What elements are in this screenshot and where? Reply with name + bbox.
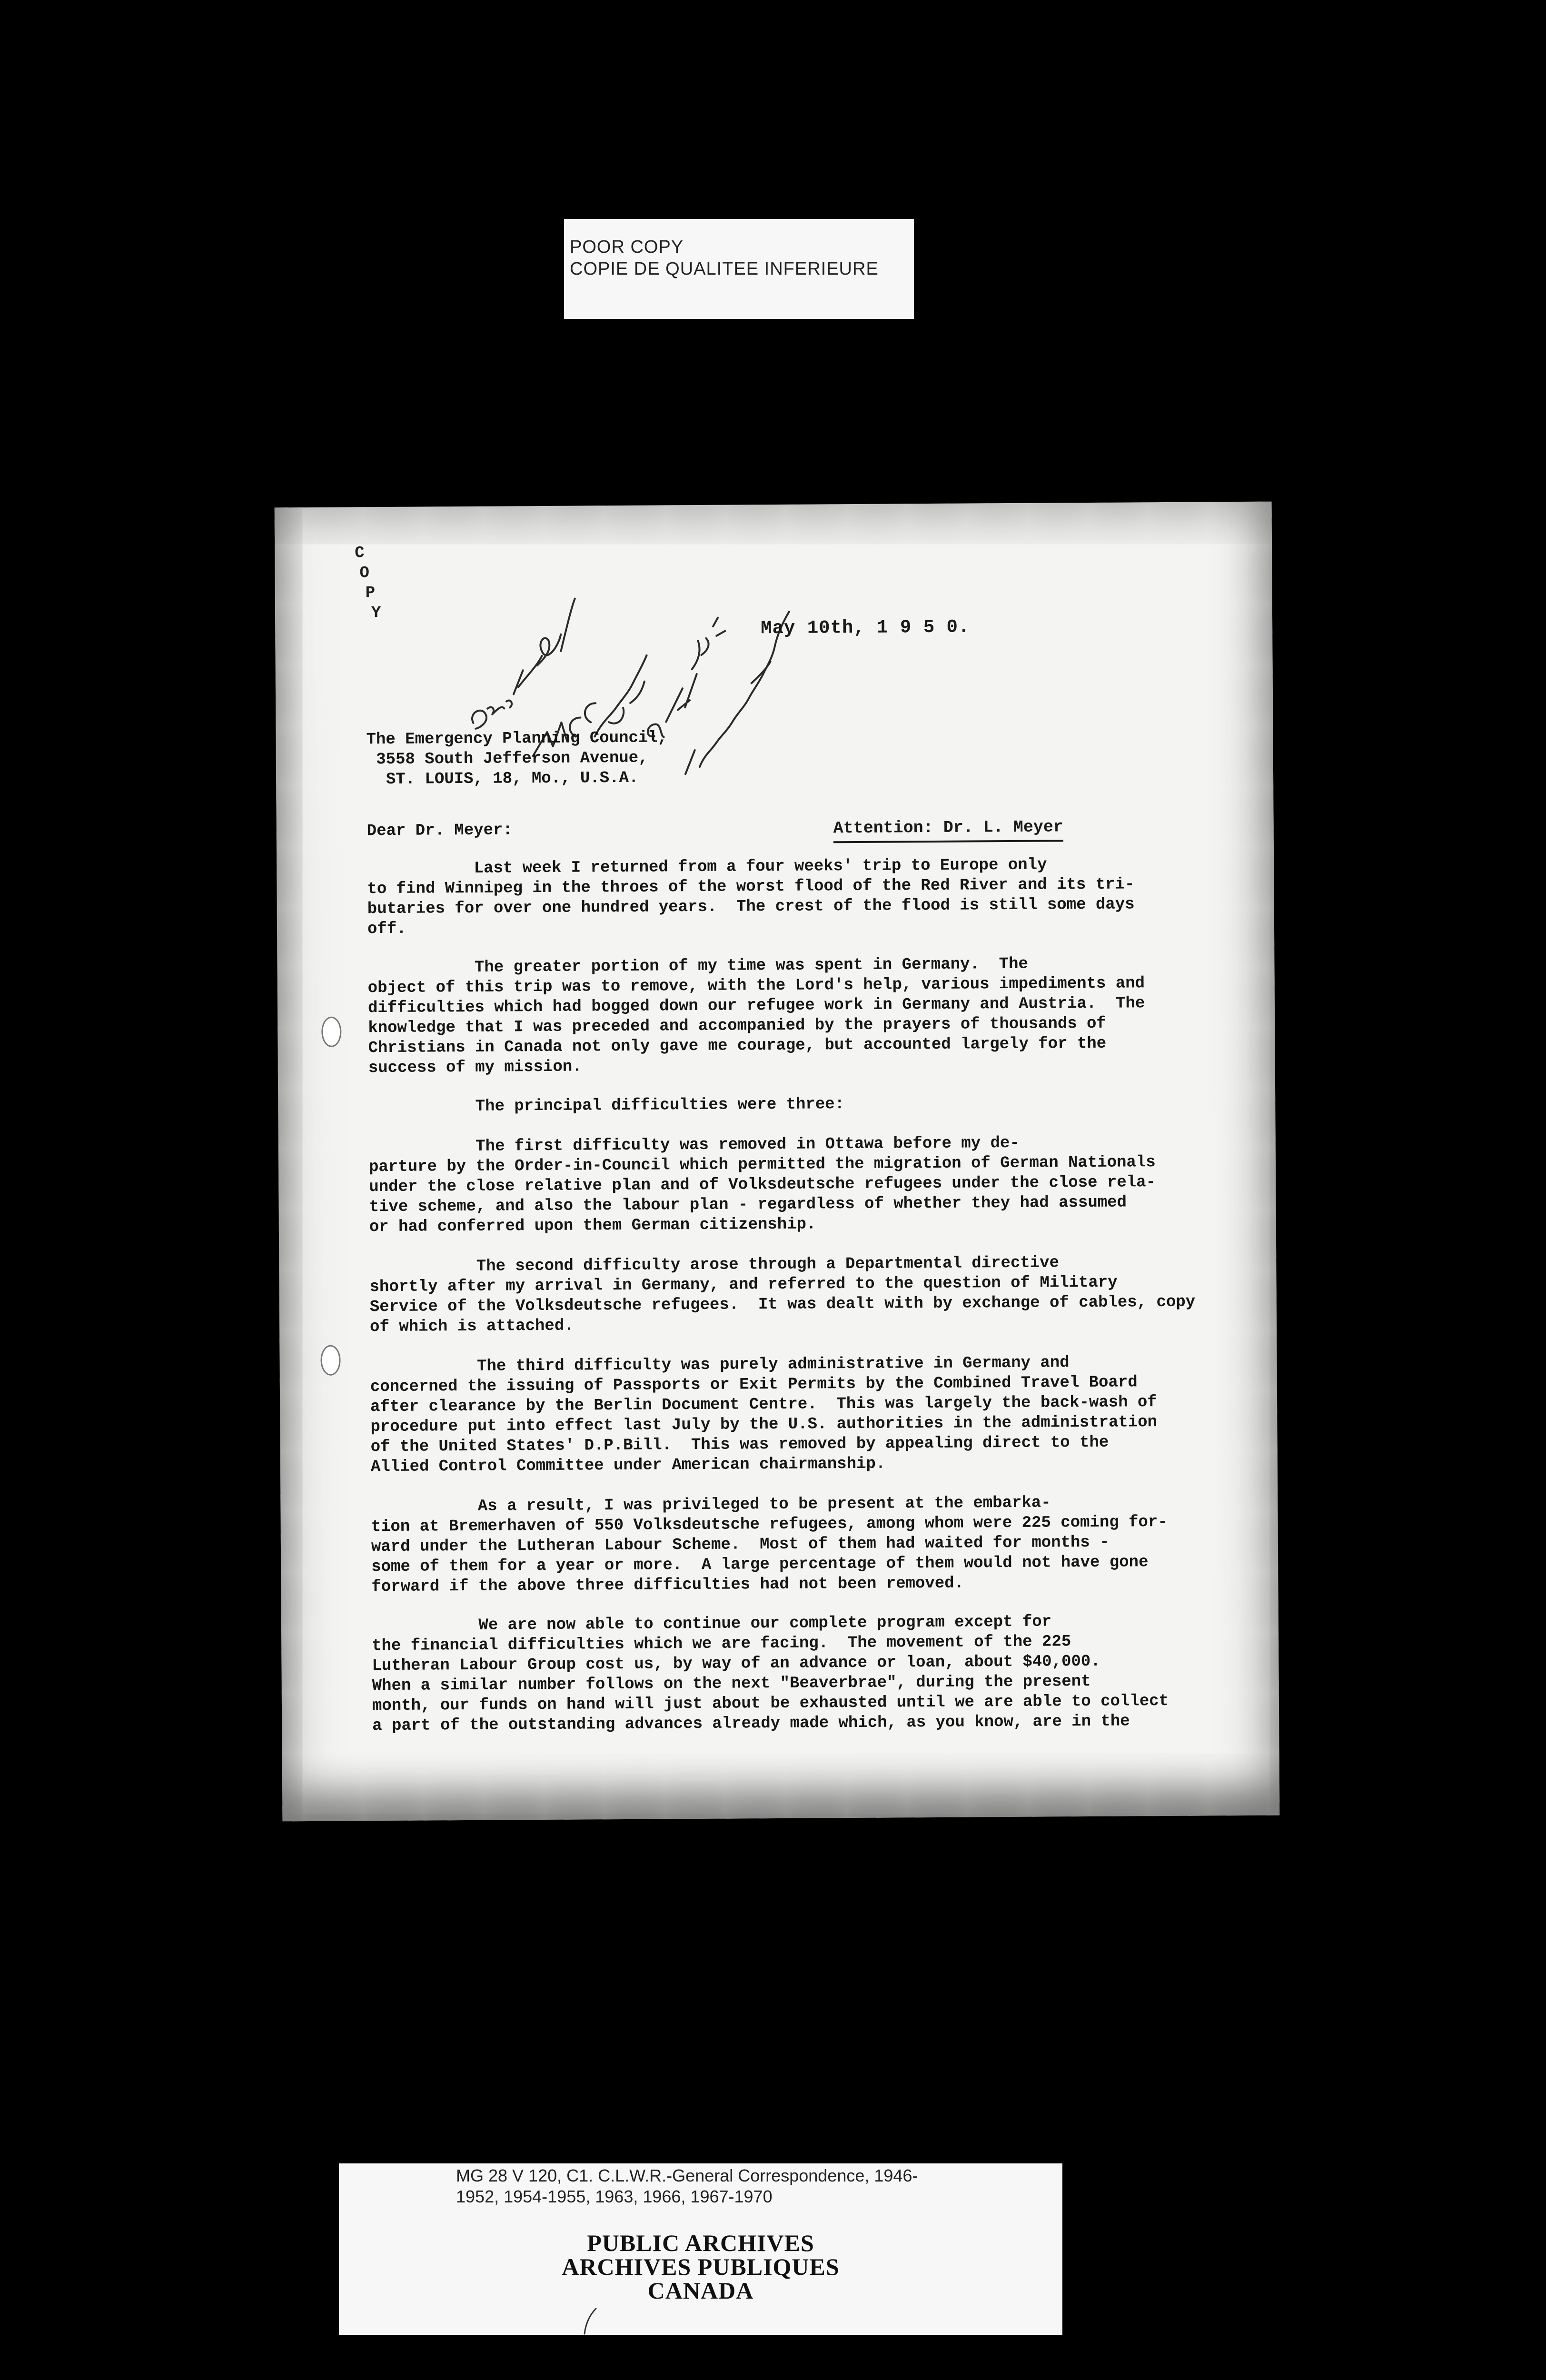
- poor-copy-text: POOR COPY: [570, 237, 684, 257]
- recipient-address: The Emergency Planning Council, 3558 South Jefferson Avenue, ST. LOUIS, 18, Mo., U.S.A.: [366, 729, 668, 789]
- paragraph: Last week I returned from a four weeks' trip to Europe only to find Winnipeg in the throes of the worst flood of the Red River and its tri- butaries for over one hundred years. The crest of the flood is still some days off.: [367, 856, 1135, 939]
- paragraph: The greater portion of my time was spent in Germany. The object of this trip was to remove, with the Lord's help, various impediments and difficulties which had bogged down our refugee work in Germany and Austria. The knowledge that I was preceded and accompanied by the prayers of thousands of Christians in Canada not only gave me courage, but accounted largely for the success of my mission.: [367, 955, 1145, 1078]
- poor-copy-text-french: COPIE DE QUALITEE INFERIEURE: [570, 259, 879, 279]
- paragraph: The principal difficulties were three:: [368, 1095, 845, 1117]
- paragraph: The third difficulty was purely administrative in Germany and concerned the issuing of Passports or Exit Permits by the Combined Travel Board after clearance by the Berlin Document Centre. This was largely the back-wash of procedure put into effect last July by the U.S. authorities in the administration of the United States' D.P.Bill. This was removed by appealing direct to the Allied Control Committee under American chairmanship.: [370, 1354, 1158, 1477]
- paragraph: The first difficulty was removed in Ottawa before my de- parture by the Order-in-Council which permitted the migration of German Nationals under the close relative plan and of Volksdeutsche refugees under the close rela- tive scheme, and also the labour plan - regardless of whether they had assumed or had conferred upon them German citizenship.: [368, 1134, 1156, 1237]
- poor-copy-label: [564, 219, 914, 319]
- punch-hole: [320, 1345, 340, 1376]
- copy-stamp-letter: P: [365, 584, 376, 603]
- archives-line-country: CANADA: [647, 2277, 754, 2304]
- copy-stamp-letter: O: [359, 564, 369, 583]
- paragraph: The second difficulty arose through a Departmental directive shortly after my arrival in Germany, and referred to the question of Military Service of the Volksdeutsche refugees. It was dealt with by exchange of cables, copy of which is attached.: [369, 1254, 1196, 1337]
- copy-stamp-letter: C: [355, 544, 365, 563]
- archives-line-english: PUBLIC ARCHIVES: [587, 2230, 814, 2256]
- letter-sheet: [275, 502, 1280, 1822]
- letter-date: May 10th, 1 9 5 0.: [761, 616, 970, 639]
- attention-line: Attention: Dr. L. Meyer: [833, 817, 1063, 843]
- paragraph: We are now able to continue our complete program except for the financial difficulties which we are facing. The movement of the 225 Lutheran Labour Group cost us, by way of an advance or loan, about $40,000. When a similar number follows on the next "Beaverbrae", during the present month, our funds on hand will just about be exhausted until we are able to collect a part of the outstanding advances already made which, as you know, are in the: [371, 1613, 1169, 1735]
- archives-line-french: ARCHIVES PUBLIQUES: [562, 2253, 840, 2280]
- punch-hole: [321, 1017, 341, 1047]
- archives-stamp: [339, 2231, 1062, 2302]
- archive-label: [339, 2163, 1062, 2335]
- pencil-mark: [582, 2306, 601, 2335]
- archive-reference: MG 28 V 120, C1. C.L.W.R.-General Correspondence, 1946- 1952, 1954-1955, 1963, 1966, 1967-1970: [456, 2166, 918, 2206]
- paragraph: As a result, I was privileged to be present at the embarka- tion at Bremerhaven of 550 Volksdeutsche refugees, among whom were 225 coming for- ward under the Lutheran Labour Scheme. Most of them had waited for months - some of them for a year or more. A large percentage of them would not have gone forward if the above three difficulties had not been removed.: [371, 1494, 1168, 1597]
- salutation: Dear Dr. Meyer:: [367, 821, 513, 841]
- copy-stamp-letter: Y: [371, 604, 381, 623]
